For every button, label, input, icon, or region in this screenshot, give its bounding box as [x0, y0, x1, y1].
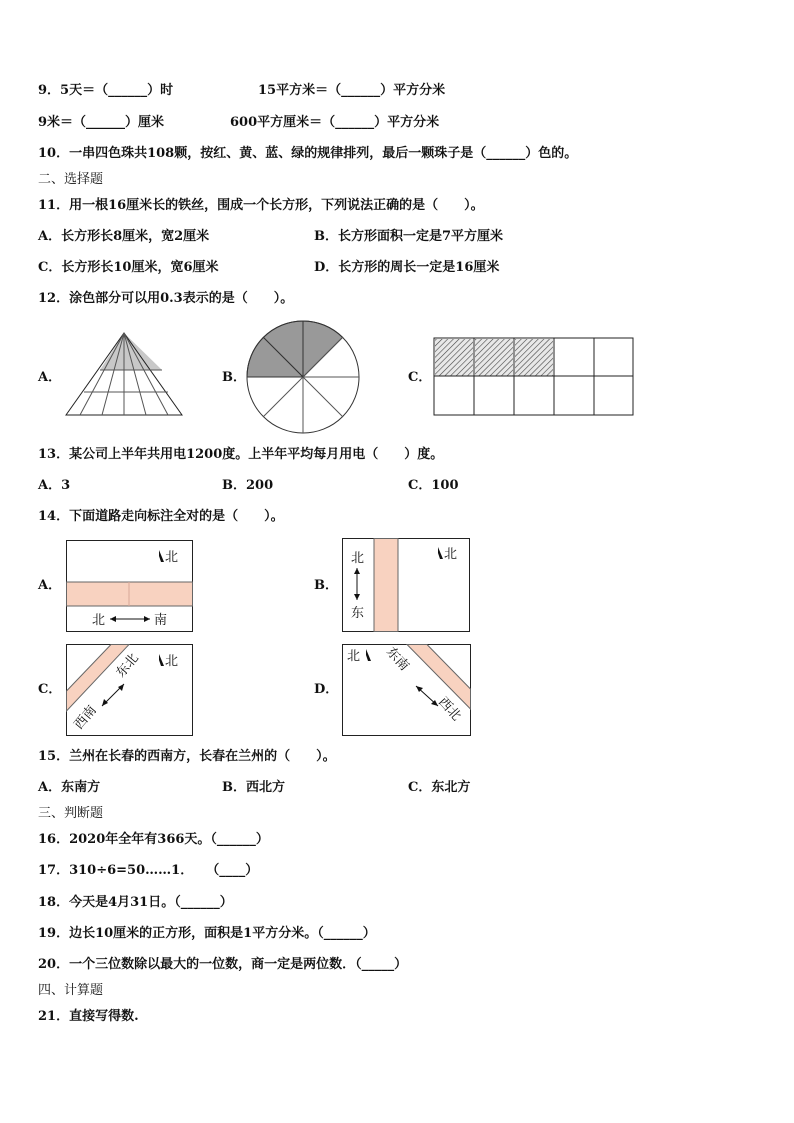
q14-label-a: A．	[38, 578, 62, 593]
q12-label-b: B．	[222, 370, 246, 385]
q13-option-a: A．3	[38, 478, 71, 493]
north-label: 北	[165, 550, 179, 565]
q17-stem: 17．310÷6=50……1． （____）	[38, 863, 259, 878]
q14-map-a	[66, 540, 194, 632]
north-arrow-icon	[159, 654, 164, 666]
q9-day-to-hour: 9．5天＝（______）时	[38, 83, 174, 98]
map-d-lower-label: 西北	[435, 694, 464, 725]
q9-m-to-cm: 9米＝（______）厘米	[38, 115, 165, 130]
q14-label-c: C．	[38, 682, 62, 697]
q10-stem: 10．一串四色珠共108颗，按红、黄、蓝、绿的规律排列，最后一颗珠子是（______）色的。	[38, 146, 578, 161]
q14-map-c	[66, 644, 194, 736]
north-label: 北	[444, 547, 458, 562]
q14-map-b	[342, 538, 470, 632]
q11-option-d: D．长方形的周长一定是16厘米	[314, 260, 500, 275]
q11-stem: 11．用一根16厘米长的铁丝，围成一个长方形，下列说法正确的是（ ）。	[38, 198, 484, 213]
q14-label-d: D．	[314, 682, 339, 697]
q15-option-c: C．东北方	[408, 780, 471, 795]
q11-option-b: B．长方形面积一定是7平方厘米	[314, 229, 504, 244]
q12-label-c: C．	[408, 370, 432, 385]
section-title-judgement: 三、判断题	[38, 806, 104, 821]
q15-option-a: A．东南方	[38, 780, 101, 795]
q9-sqm-to-sqdm: 15平方米＝（______）平方分米	[258, 83, 446, 98]
map-a-right-label: 南	[154, 613, 168, 628]
map-b-top-label: 北	[351, 551, 365, 566]
north-label: 北	[165, 654, 179, 669]
north-arrow-icon	[366, 649, 371, 661]
q15-option-b: B．西北方	[222, 780, 285, 795]
q13-option-c: C．100	[408, 478, 459, 493]
q16-stem: 16．2020年全年有366天。（______）	[38, 832, 269, 847]
q13-option-b: B．200	[222, 478, 274, 493]
q13-stem: 13．某公司上半年共用电1200度。上半年平均每月用电（ ）度。	[38, 447, 444, 462]
q20-stem: 20．一个三位数除以最大的一位数，商一定是两位数．（_____）	[38, 957, 408, 972]
section-title-calculation: 四、计算题	[38, 983, 104, 998]
map-a-left-label: 北	[92, 613, 106, 628]
q19-stem: 19．边长10厘米的正方形，面积是1平方分米。（______）	[38, 926, 376, 941]
map-c-lower-label: 西南	[71, 703, 100, 733]
map-d-upper-label: 东南	[383, 644, 412, 675]
q11-option-c: C．长方形长10厘米，宽6厘米	[38, 260, 219, 275]
map-b-bottom-label: 东	[351, 606, 365, 621]
north-arrow-icon	[438, 547, 443, 559]
map-c-upper-label: 东北	[113, 651, 142, 681]
q14-stem: 14．下面道路走向标注全对的是（ ）。	[38, 509, 284, 524]
q15-stem: 15．兰州在长春的西南方，长春在兰州的（ ）。	[38, 749, 336, 764]
section-title-choice: 二、选择题	[38, 172, 104, 187]
q14-label-b: B．	[314, 578, 338, 593]
north-label: 北	[347, 649, 361, 664]
q9-sqcm-to-sqdm: 600平方厘米＝（______）平方分米	[230, 115, 440, 130]
north-arrow-icon	[159, 550, 164, 562]
q21-stem: 21．直接写得数.	[38, 1009, 139, 1024]
q12-stem: 12．涂色部分可以用0.3表示的是（ ）。	[38, 291, 294, 306]
q12-label-a: A．	[38, 370, 62, 385]
q14-map-d	[342, 644, 472, 736]
q11-option-a: A．长方形长8厘米，宽2厘米	[38, 229, 210, 244]
q18-stem: 18．今天是4月31日。（______）	[38, 895, 233, 910]
